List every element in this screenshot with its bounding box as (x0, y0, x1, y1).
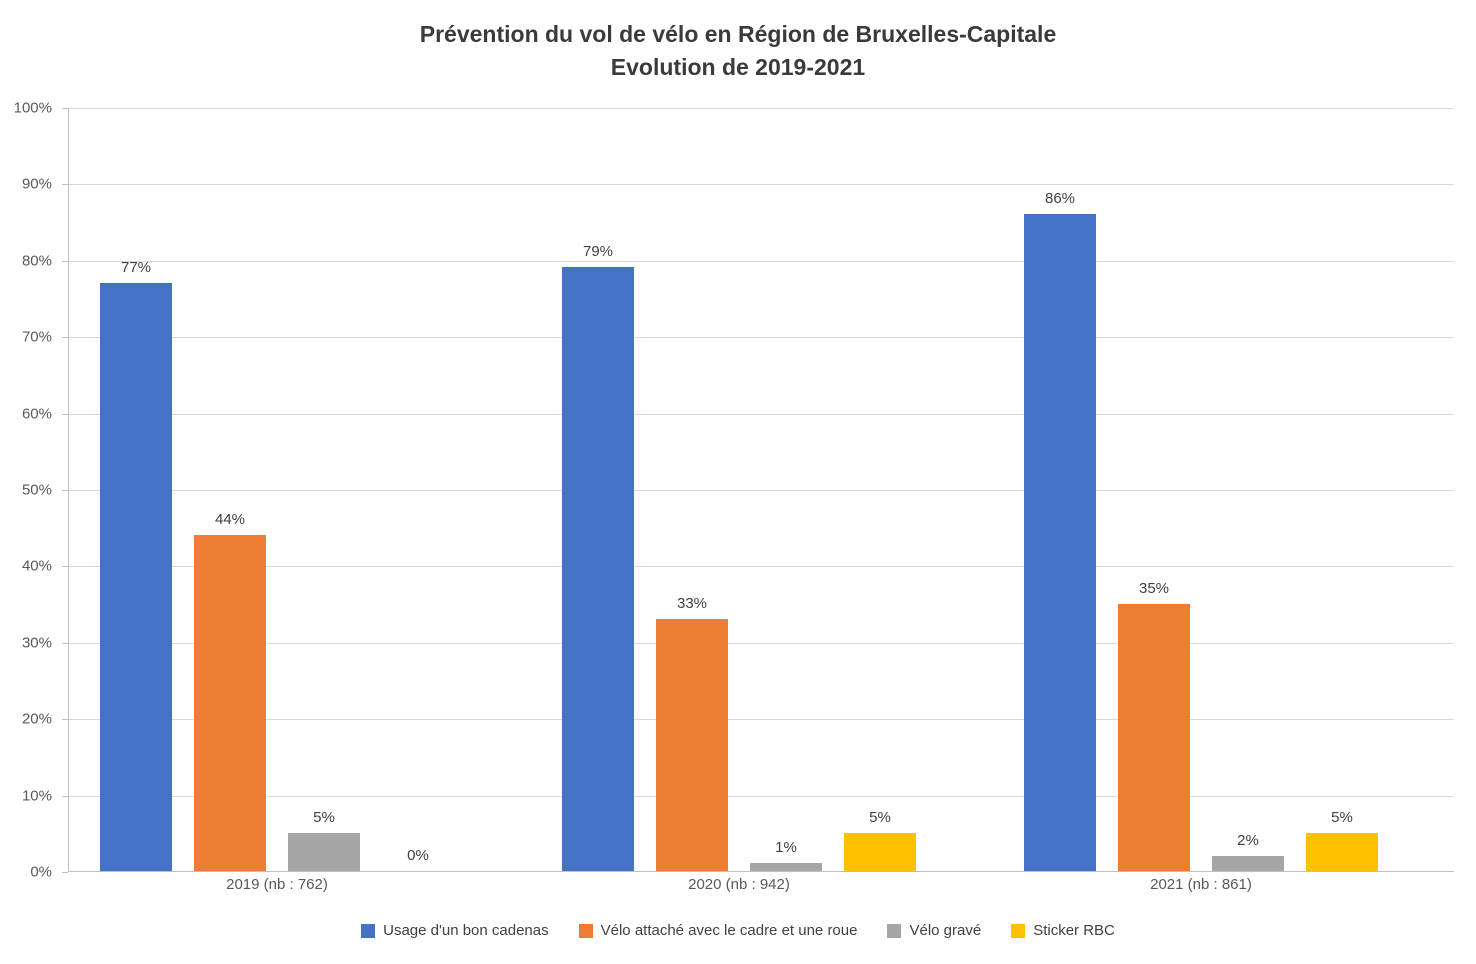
bar-value-label: 1% (775, 839, 797, 857)
bar-value-label: 0% (407, 847, 429, 864)
bar-value-label: 35% (1138, 579, 1170, 597)
legend-swatch-icon (1011, 924, 1025, 938)
y-axis-tick-label: 100% (13, 99, 52, 117)
chart-title-line1: Prévention du vol de vélo en Région de Bruxelles-Capitale (419, 21, 1057, 47)
legend-swatch-icon (361, 924, 375, 938)
chart-legend (0, 922, 1476, 939)
bar-value-label: 86% (1044, 189, 1076, 207)
legend-label: Vélo gravé (909, 922, 982, 939)
bar-value-label: 5% (1331, 808, 1353, 826)
bar (750, 863, 822, 871)
bar (288, 833, 360, 871)
bar (844, 833, 916, 871)
bar-value-label: 5% (313, 808, 335, 826)
legend-label: Sticker RBC (1033, 922, 1115, 939)
plot-area (68, 108, 1454, 872)
x-axis-category-label: 2019 (nb : 762) (226, 876, 328, 893)
bar-value-label: 77% (120, 258, 152, 276)
bar (194, 535, 266, 871)
y-axis-tick-label: 50% (21, 481, 52, 499)
legend-item[interactable] (1011, 922, 1115, 939)
y-axis-tick-label: 90% (21, 175, 52, 193)
y-axis-tick-label: 30% (21, 634, 52, 652)
y-axis-tick-label: 10% (21, 787, 52, 805)
x-axis-category-label: 2021 (nb : 861) (1150, 876, 1252, 893)
y-axis-tick-label: 80% (21, 252, 52, 270)
bar (1024, 214, 1096, 871)
bar (1212, 856, 1284, 871)
y-axis-labels (0, 99, 60, 881)
legend-item[interactable] (361, 922, 549, 939)
chart-title-line2: Evolution de 2019-2021 (610, 54, 866, 81)
bar (1118, 604, 1190, 871)
bar (1306, 833, 1378, 871)
legend-item[interactable] (579, 922, 858, 939)
bars-layer (68, 108, 1454, 872)
page-title (0, 18, 1476, 85)
y-axis-tick-label: 0% (30, 863, 52, 881)
bar-value-label: 2% (1237, 831, 1259, 849)
bar (656, 619, 728, 871)
legend-label: Vélo attaché avec le cadre et une roue (600, 922, 858, 939)
y-axis-tick (62, 872, 68, 873)
bar-value-label: 5% (869, 808, 891, 826)
bar-value-label: 44% (214, 510, 246, 528)
x-axis-labels (68, 876, 1454, 904)
y-axis-tick-label: 20% (21, 710, 52, 728)
bar-value-label: 33% (676, 594, 708, 612)
bar (562, 267, 634, 871)
legend-label: Usage d'un bon cadenas (383, 922, 549, 939)
bar-value-label: 79% (582, 243, 614, 261)
y-axis-tick-label: 60% (21, 405, 52, 423)
legend-swatch-icon (579, 924, 593, 938)
bar (100, 283, 172, 871)
x-axis-category-label: 2020 (nb : 942) (688, 876, 790, 893)
legend-swatch-icon (887, 924, 901, 938)
legend-item[interactable] (887, 922, 981, 939)
y-axis-tick-label: 40% (21, 557, 52, 575)
y-axis-tick-label: 70% (21, 328, 52, 346)
